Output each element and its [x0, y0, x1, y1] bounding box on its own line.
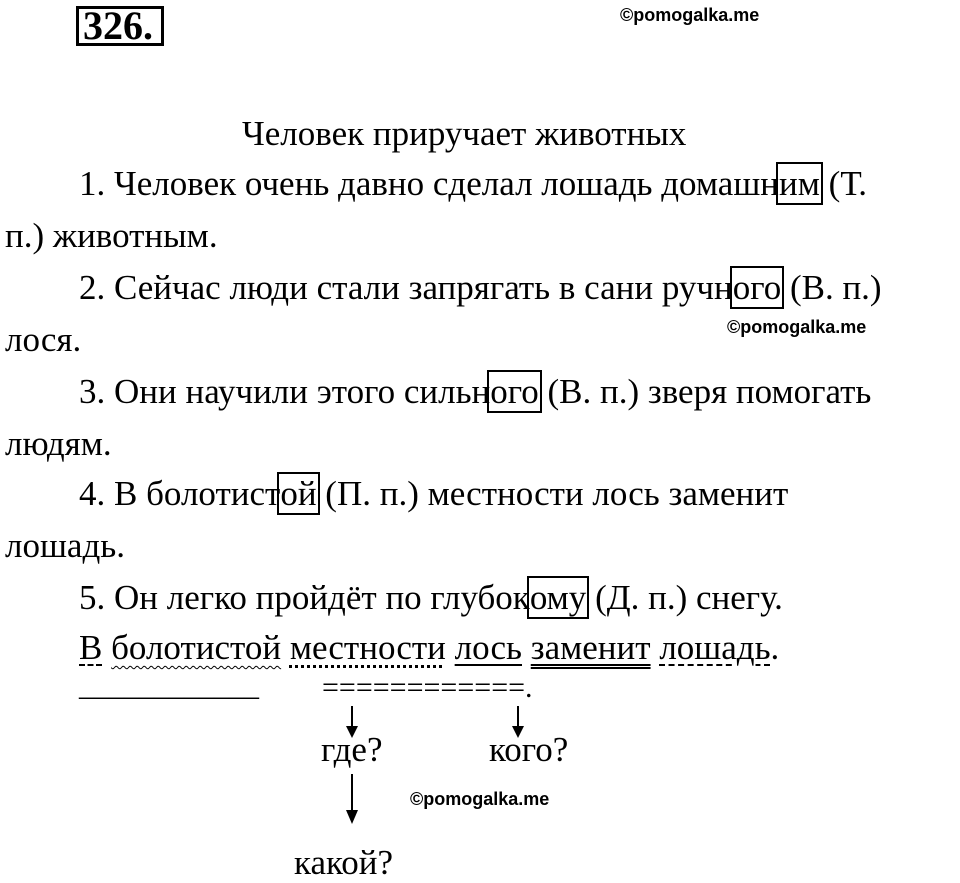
- word-attribute: болотистой: [111, 628, 282, 667]
- exercise-number: 326.: [83, 3, 153, 48]
- question-where: где?: [321, 730, 383, 769]
- ending-box-2: ого: [730, 266, 784, 309]
- ending-box-5: ому: [527, 576, 589, 619]
- ending-box-3: ого: [487, 370, 541, 413]
- word-subject: лось: [454, 628, 522, 667]
- parsed-sentence: В болотистой местности лось заменит лошадь.: [79, 628, 780, 667]
- word-object: лошадь: [659, 628, 771, 667]
- sentence-1-line-2: п.) животным.: [5, 216, 218, 255]
- sentence-4-line-1: 4. В болотистой (П. п.) местности лось заменит: [79, 474, 789, 513]
- sentence-3-line-2: людям.: [5, 424, 112, 463]
- question-whom: кого?: [489, 730, 569, 769]
- question-which: какой?: [294, 843, 394, 882]
- word-predicate: заменит: [530, 628, 651, 667]
- sentence-2-line-1: 2. Сейчас люди стали запрягать в сани ручного (В. п.): [79, 268, 882, 307]
- ending-box-1: им: [776, 162, 823, 205]
- watermark: ©pomogalka.me: [620, 5, 760, 25]
- ending-box-4: ой: [277, 472, 319, 515]
- subject-line-legend: ____________: [79, 669, 259, 702]
- watermark: ©pomogalka.me: [727, 317, 867, 337]
- arrow-which-head: [346, 810, 358, 824]
- word-circumstance: местности: [289, 628, 446, 667]
- watermark: ©pomogalka.me: [410, 789, 550, 809]
- sentence-5: 5. Он легко пройдёт по глубокому (Д. п.) снегу.: [79, 578, 783, 617]
- sentence-3-line-1: 3. Они научили этого сильного (В. п.) зверя помогать: [79, 372, 872, 411]
- sentence-2-line-2: лося.: [5, 320, 82, 359]
- word-circumstance-preposition: В: [79, 628, 103, 667]
- text-title: Человек приручает животных: [242, 114, 687, 153]
- sentence-4-line-2: лошадь.: [5, 526, 125, 565]
- sentence-1-line-1: 1. Человек очень давно сделал лошадь домашним (Т.: [79, 164, 867, 203]
- predicate-line-legend: ============.: [322, 671, 533, 704]
